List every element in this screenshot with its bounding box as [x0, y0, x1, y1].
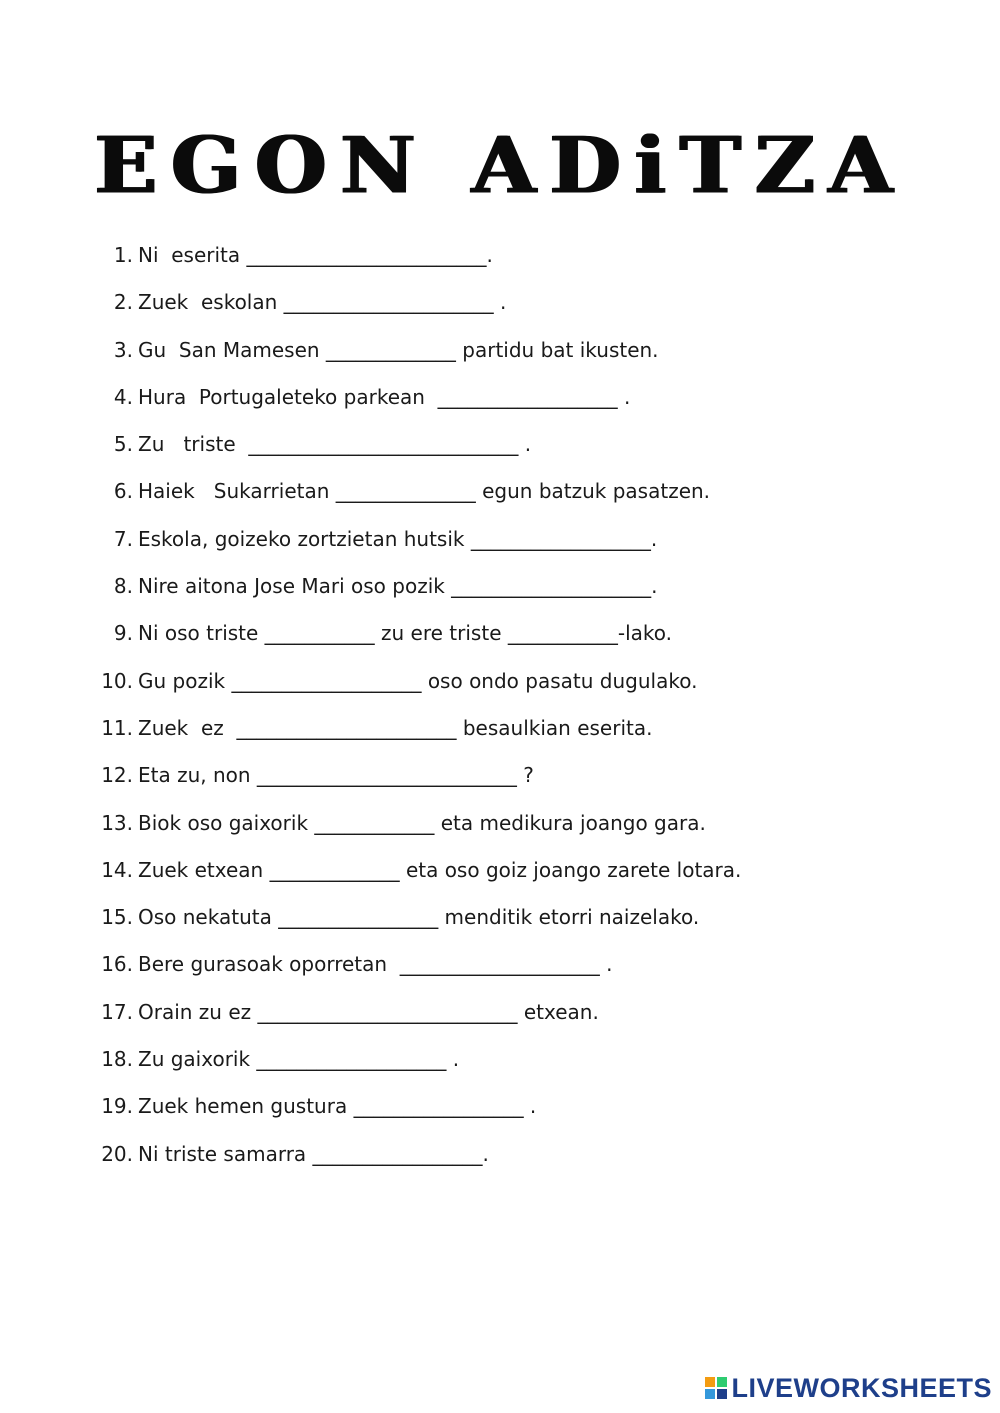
item-number: 20.: [101, 1141, 133, 1166]
item-number: 9.: [113, 621, 133, 646]
exercise-item: [0, 232, 1000, 279]
item-number: 7.: [113, 526, 133, 551]
exercise-item: [0, 610, 1000, 657]
liveworksheets-logo-icon: [705, 1377, 727, 1399]
logo-square-orange: [705, 1377, 715, 1387]
item-number: 12.: [101, 763, 133, 788]
item-sentence: Gu San Mamesen _____________ partidu bat ikusten.: [138, 337, 659, 362]
item-number: 1.: [113, 243, 133, 267]
item-number: 10.: [101, 668, 133, 693]
item-sentence: Haiek Sukarrietan ______________ egun batzuk pasatzen.: [138, 479, 711, 504]
item-sentence: Nire aitona Jose Mari oso pozik ____________________.: [138, 574, 658, 599]
exercise-item: [0, 941, 1000, 988]
exercise-item: [0, 658, 1000, 705]
item-number: 2.: [113, 290, 133, 315]
item-number: 18.: [101, 1047, 133, 1072]
exercise-item: [0, 1083, 1000, 1130]
liveworksheets-logo[interactable]: [705, 1371, 992, 1405]
item-number: 6.: [113, 479, 133, 504]
exercise-item: [0, 374, 1000, 421]
item-sentence: Gu pozik ___________________ oso ondo pasatu dugulako.: [138, 668, 698, 693]
item-sentence: Biok oso gaixorik ____________ eta medikura joango gara.: [138, 810, 706, 835]
exercise-list: [0, 232, 1000, 1178]
exercise-item: [0, 421, 1000, 468]
item-sentence: Zuek ez ______________________ besaulkian eserita.: [138, 715, 653, 740]
item-number: 15.: [101, 905, 133, 930]
logo-square-navy: [717, 1389, 727, 1399]
item-sentence: Zuek etxean _____________ eta oso goiz joango zarete lotara.: [138, 857, 742, 882]
item-sentence: Ni eserita ________________________.: [138, 243, 493, 267]
item-sentence: Eta zu, non __________________________ ?: [138, 763, 534, 788]
exercise-item: [0, 327, 1000, 374]
exercise-item: [0, 1036, 1000, 1083]
item-sentence: Ni oso triste ___________ zu ere triste ___________-lako.: [138, 621, 672, 646]
item-number: 14.: [101, 857, 133, 882]
item-number: 4.: [113, 384, 133, 409]
item-sentence: Zu triste ___________________________ .: [138, 432, 532, 457]
item-sentence: Zuek eskolan _____________________ .: [138, 290, 507, 315]
logo-text: LIVEWORKSHEETS: [731, 1372, 992, 1403]
item-sentence: Eskola, goizeko zortzietan hutsik __________________.: [138, 526, 658, 551]
item-sentence: Bere gurasoak oporretan ____________________ .: [138, 952, 613, 977]
item-sentence: Zu gaixorik ___________________ .: [138, 1047, 460, 1072]
item-number: 17.: [94, 999, 133, 1024]
item-sentence: Oso nekatuta ________________ menditik etorri naizelako.: [138, 905, 700, 930]
item-number: 11.: [101, 715, 133, 740]
exercise-item: [0, 563, 1000, 610]
exercise-item: [0, 516, 1000, 563]
exercise-item: [0, 279, 1000, 326]
exercise-item: [0, 989, 1000, 1036]
item-number: 3.: [113, 337, 133, 362]
item-number: 8.: [113, 574, 133, 599]
item-sentence: Orain zu ez __________________________ etxean.: [138, 999, 599, 1024]
item-sentence: Hura Portugaleteko parkean __________________ .: [138, 384, 631, 409]
exercise-item: [0, 705, 1000, 752]
exercise-item: [0, 894, 1000, 941]
exercise-item: [0, 1131, 1000, 1178]
item-sentence: Ni triste samarra _________________.: [138, 1141, 489, 1166]
logo-square-blue: [705, 1389, 715, 1399]
exercise-item: [0, 468, 1000, 515]
item-number: 5.: [113, 432, 133, 457]
item-number: 16.: [101, 952, 133, 977]
logo-square-green: [717, 1377, 727, 1387]
item-number: 19.: [101, 1094, 133, 1119]
exercise-item: [0, 800, 1000, 847]
item-sentence: Zuek hemen gustura _________________ .: [138, 1094, 537, 1119]
exercise-item: [0, 752, 1000, 799]
worksheet-title: EGON ADiTZA: [94, 120, 906, 212]
exercise-item: [0, 847, 1000, 894]
item-number: 13.: [101, 810, 133, 835]
